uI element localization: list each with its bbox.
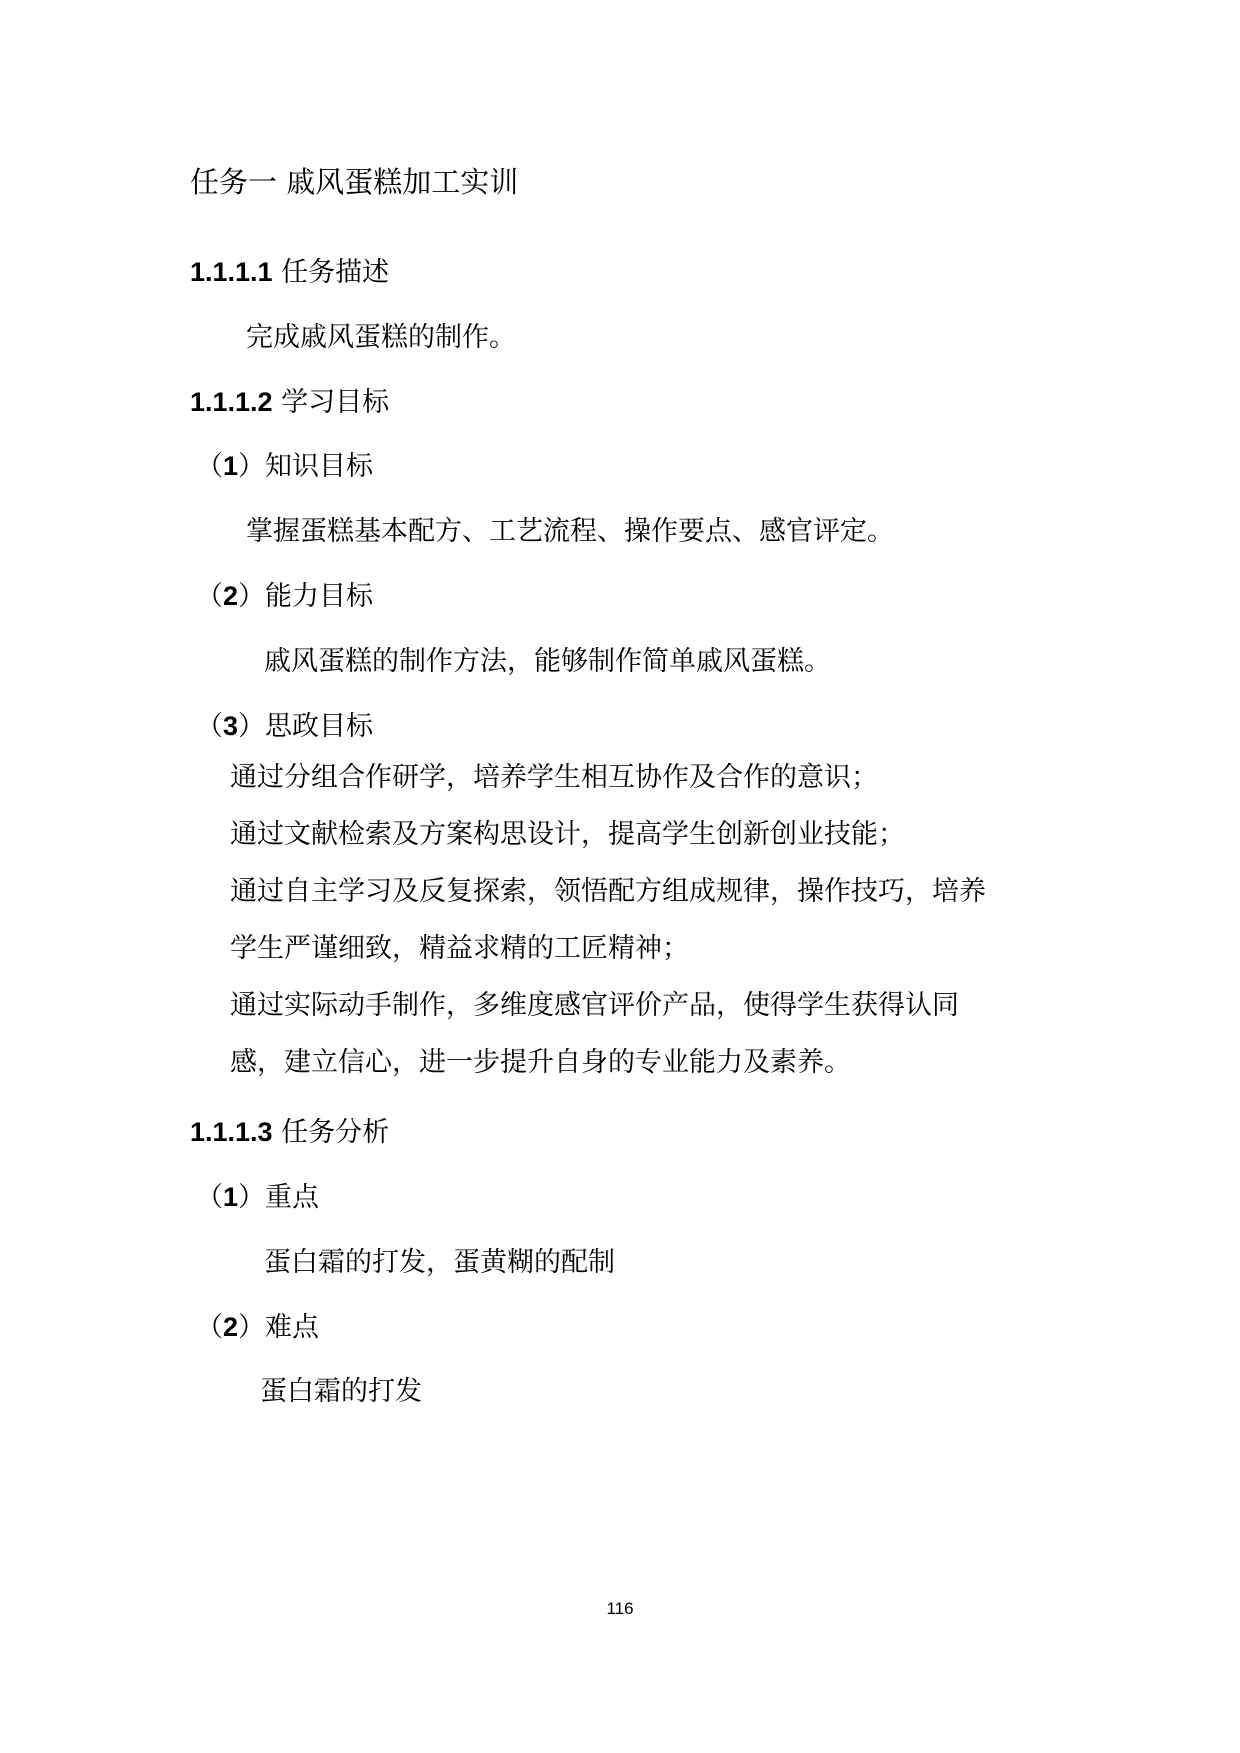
page-number: 116 — [606, 1599, 634, 1618]
paren-close: ） — [238, 711, 266, 742]
section-number: 1.1.1.1 — [190, 257, 273, 287]
section-number: 1.1.1.2 — [190, 387, 273, 417]
subheading-ideology — [196, 708, 373, 744]
difficulty-text: 蛋白霜的打发 — [260, 1376, 422, 1407]
ideology-line-3: 通过自主学习及反复探索，领悟配方组成规律，操作技巧，培养 — [230, 876, 986, 907]
section-title: 任务描述 — [281, 257, 390, 288]
subheading-knowledge — [196, 448, 373, 484]
key-point-text: 蛋白霜的打发，蛋黄糊的配制 — [264, 1247, 615, 1278]
section-title: 任务分析 — [281, 1117, 390, 1148]
ideology-line-1: 通过分组合作研学，培养学生相互协作及合作的意识； — [230, 762, 878, 793]
section-heading-2 — [190, 384, 389, 420]
subheading-ability — [196, 578, 373, 614]
paren-open: （ — [196, 581, 223, 612]
subheading-label: 难点 — [265, 1312, 320, 1343]
paren-open: （ — [196, 1182, 223, 1213]
item-number: 1 — [223, 451, 239, 481]
item-number: 2 — [223, 1312, 239, 1342]
item-number: 1 — [223, 1182, 239, 1212]
paren-open: （ — [196, 1312, 223, 1343]
ideology-line-5: 通过实际动手制作，多维度感官评价产品，使得学生获得认同 — [230, 990, 959, 1021]
ideology-line-4: 学生严谨细致，精益求精的工匠精神； — [230, 933, 689, 964]
subheading-difficulty — [196, 1309, 319, 1345]
section-title: 学习目标 — [281, 387, 390, 418]
paren-close: ） — [238, 1312, 266, 1343]
section-body: 完成戚风蛋糕的制作。 — [246, 322, 516, 353]
subheading-label: 思政目标 — [265, 711, 374, 742]
paren-open: （ — [196, 451, 223, 482]
knowledge-text: 掌握蛋糕基本配方、工艺流程、操作要点、感官评定。 — [246, 516, 894, 547]
paren-close: ） — [238, 581, 266, 612]
section-number: 1.1.1.3 — [190, 1117, 273, 1147]
page-title: 任务一 戚风蛋糕加工实训 — [190, 165, 519, 199]
item-number: 3 — [223, 711, 239, 741]
paren-close: ） — [238, 451, 266, 482]
subheading-label: 能力目标 — [265, 581, 374, 612]
ideology-line-2: 通过文献检索及方案构思设计，提高学生创新创业技能； — [230, 819, 905, 850]
ability-text: 戚风蛋糕的制作方法，能够制作简单戚风蛋糕。 — [264, 646, 831, 677]
subheading-key-point — [196, 1179, 319, 1215]
section-heading-3 — [190, 1114, 389, 1150]
subheading-label: 知识目标 — [265, 451, 374, 482]
paren-open: （ — [196, 711, 223, 742]
section-heading-1 — [190, 254, 389, 290]
paren-close: ） — [238, 1182, 266, 1213]
item-number: 2 — [223, 581, 239, 611]
ideology-line-6: 感，建立信心，进一步提升自身的专业能力及素养。 — [230, 1047, 851, 1078]
subheading-label: 重点 — [265, 1182, 320, 1213]
